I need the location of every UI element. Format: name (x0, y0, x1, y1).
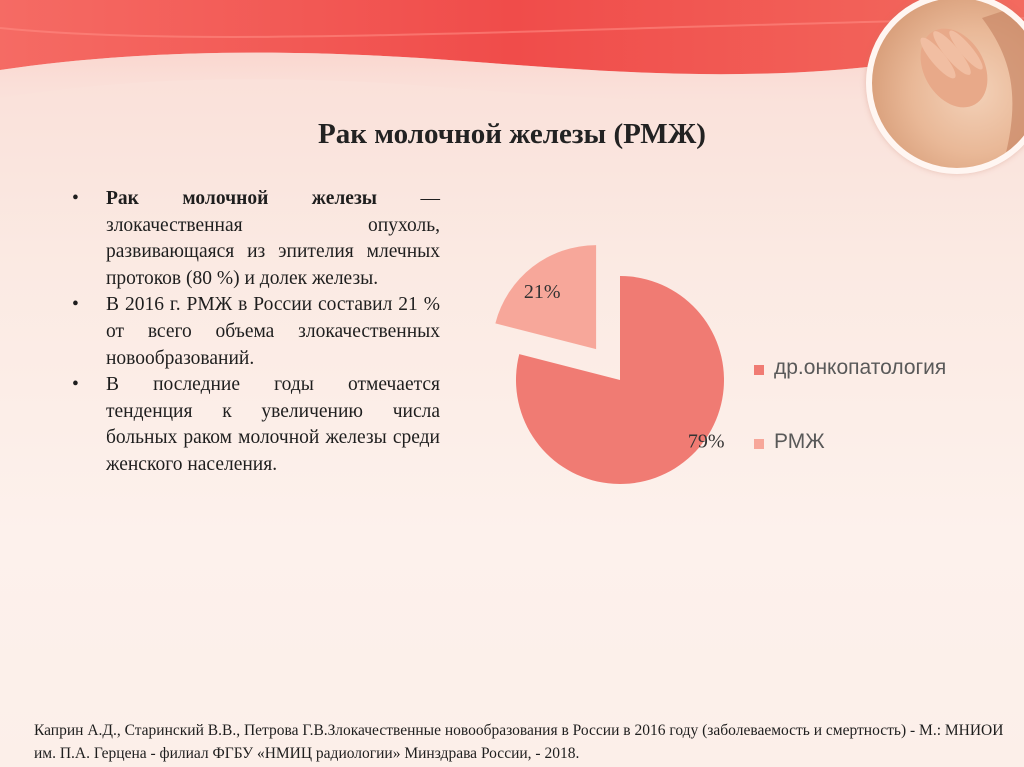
bullet-item-statistics (72, 292, 440, 372)
bullet-marker: • (72, 374, 79, 396)
bullet-item-trend (72, 372, 440, 478)
legend-swatch (754, 439, 764, 449)
legend-label: РМЖ (774, 430, 825, 453)
bullet-marker: • (72, 294, 79, 316)
data-label: 79% (687, 430, 725, 453)
legend-swatch (754, 365, 764, 375)
legend-label: др.онкопатология (774, 356, 947, 379)
source-footnote: Каприн А.Д., Старинский В.В., Петрова Г.В.Злокачественные новообразования в России в 2016 году (заболеваемость и смертность) - М.: МНИОИ им. П.А. Герцена - филиал ФГБУ «НМИЦ радиологии» Минздрава России, - 2018. (34, 722, 1004, 762)
data-label: 21% (523, 281, 561, 304)
bullet-text: — злокачественная опухоль, развивающаяся из эпителия млечных протоков (80 %) и долек железы. (106, 188, 441, 289)
slide-title: Рак молочной железы (РМЖ) (318, 118, 706, 150)
legend-item-other-oncology (754, 356, 946, 430)
bullet-text: В последние годы отмечается тенденция к увеличению числа больных раком молочной железы среди женского населения. (106, 374, 440, 475)
legend-item-breast-cancer (754, 430, 946, 504)
chart-legend (754, 356, 946, 504)
bullet-marker: • (72, 188, 79, 209)
bullet-list (72, 186, 440, 479)
bullet-item-definition (72, 186, 440, 292)
bullet-lead: Рак молочной железы (106, 188, 378, 209)
bullet-text: В 2016 г. РМЖ в России составил 21 % от всего объема злокачественных новообразований. (106, 294, 440, 369)
